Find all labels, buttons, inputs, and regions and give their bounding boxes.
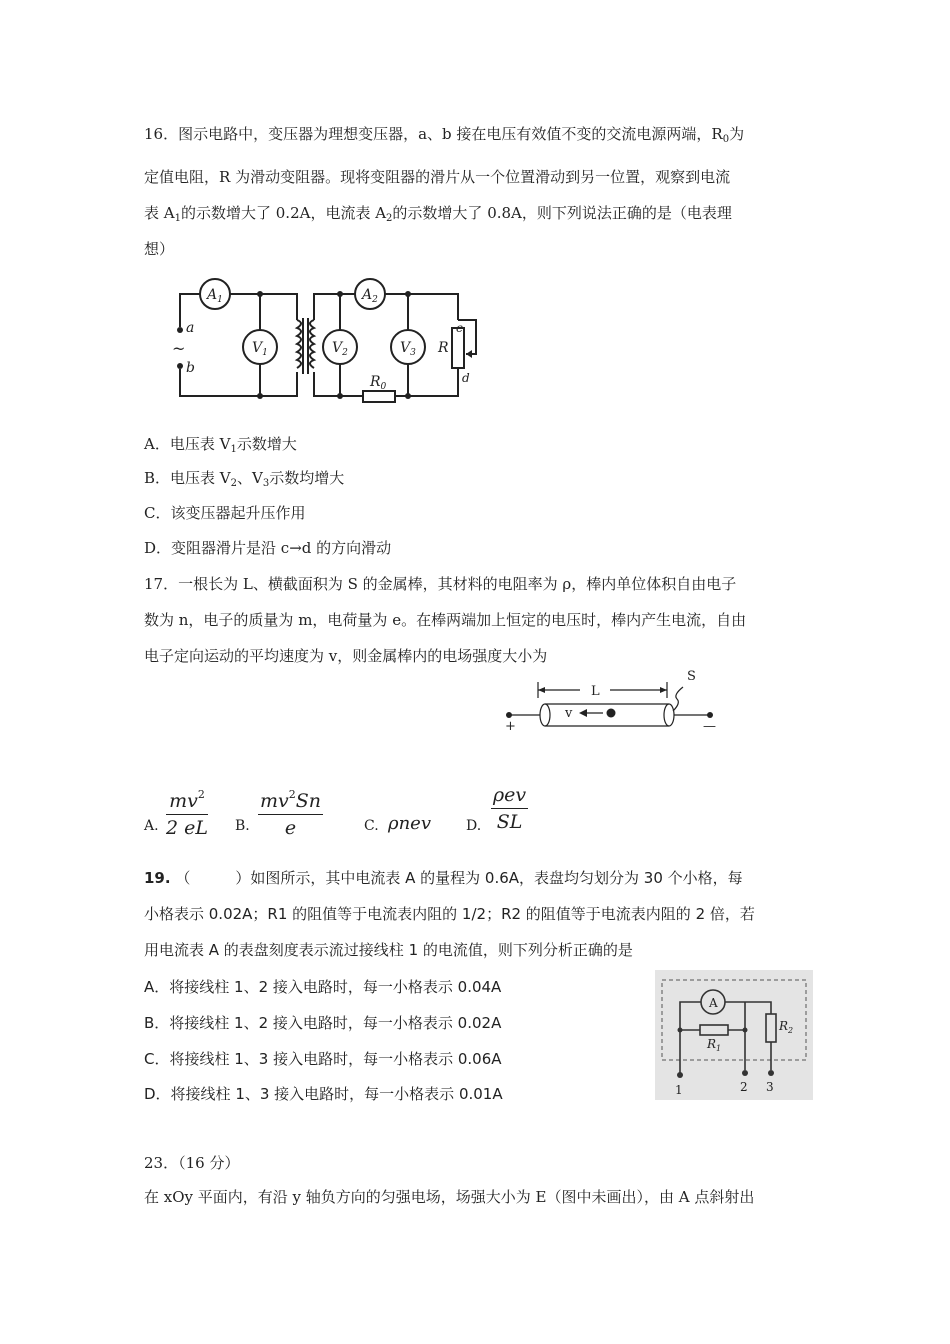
q16-option-c: C．该变压器起升压作用: [144, 504, 306, 522]
q16-option-d: D．变阻器滑片是沿 c→d 的方向滑动: [144, 539, 392, 557]
positive-terminal-label: +: [505, 719, 516, 734]
q16-option-a: A．电压表 $V_1$示数增大: [144, 435, 297, 455]
ammeter-shunt-circuit-figure: [655, 970, 813, 1100]
q19-ammeter-label: A: [709, 996, 718, 1010]
v3-label: $V_3$: [400, 340, 416, 358]
q16-line-3: 表 $A_1$的示数增大了 0.2A，电流表 $A_2$的示数增大了 0.8A，则下列说法正确的是（电表理: [144, 204, 732, 224]
a2-label: $A_2$: [362, 287, 378, 305]
negative-terminal-label: —: [703, 719, 716, 734]
ac-source-icon: ~: [172, 339, 186, 358]
q17-option-c-formula: ρnev: [388, 813, 431, 834]
r0-label: $R_0$: [370, 374, 387, 392]
velocity-v-label: v: [565, 706, 573, 721]
q17-option-c-label: C.: [364, 818, 379, 834]
q19-terminal-3-label: 3: [766, 1080, 774, 1094]
q17-option-d-label: D.: [466, 818, 482, 834]
transformer-circuit-diagram: [140, 272, 485, 412]
q19-line-3: 用电流表 A 的表盘刻度表示流过接线柱 1 的电流值，则下列分析正确的是: [144, 941, 633, 959]
area-s-label: S: [687, 669, 696, 684]
length-l-label: L: [591, 684, 600, 699]
resistor-r0-icon: [363, 391, 395, 402]
q19-terminal-1-label: 1: [675, 1083, 683, 1097]
q19-option-d: D．将接线柱 1、3 接入电路时，每一小格表示 0.01A: [144, 1085, 503, 1103]
q16-line-2: 定值电阻，R 为滑动变阻器。现将变阻器的滑片从一个位置滑动到另一位置，观察到电流: [144, 168, 731, 186]
q19-terminal-2-label: 2: [740, 1080, 748, 1094]
terminal-b-label: b: [186, 360, 195, 376]
q16-line-4: 想）: [144, 240, 175, 258]
q17-option-b-label: B.: [235, 818, 250, 834]
q23-line-1: 23．（16 分）: [144, 1154, 240, 1172]
q16-line-1: 16．图示电路中，变压器为理想变压器，a、b 接在电压有效值不变的交流电源两端，$R_0$为: [144, 125, 745, 145]
q17-line-3: 电子定向运动的平均速度为 v，则金属棒内的电场强度大小为: [144, 647, 548, 665]
q16-option-b: B．电压表 $V_2$、$V_3$示数均增大: [144, 469, 345, 489]
v2-label: $V_2$: [332, 340, 348, 358]
q19-option-a: A．将接线柱 1、2 接入电路时，每一小格表示 0.04A: [144, 978, 502, 996]
q19-line-2: 小格表示 0.02A；R1 的阻值等于电流表内阻的 1/2；R2 的阻值等于电流表内阻的 2 倍，若: [144, 905, 755, 923]
terminal-a-label: a: [186, 320, 195, 336]
a1-label: $A_1$: [207, 287, 223, 305]
q17-option-b-formula: $\frac{mv^2Sn}{e}$: [258, 783, 323, 841]
q23-line-2: 在 xOy 平面内，有沿 y 轴负方向的匀强电场，场强大小为 E（图中未画出），由 A 点斜射出: [144, 1188, 755, 1206]
q19-line-1: 19. （ ）如图所示，其中电流表 A 的量程为 0.6A，表盘均匀划分为 30 个小格，每: [144, 869, 743, 887]
v1-label: $V_1$: [252, 340, 268, 358]
q19-option-c: C．将接线柱 1、3 接入电路时，每一小格表示 0.06A: [144, 1050, 502, 1068]
q19-r2-label: $R_2$: [779, 1019, 794, 1035]
q17-option-a-formula: $\frac{mv^2}{2 eL}$: [166, 783, 208, 841]
slider-c-label: c: [456, 321, 463, 335]
slider-d-label: d: [462, 371, 470, 385]
q17-option-d-formula: ρev SL: [493, 784, 527, 833]
q19-option-b: B．将接线柱 1、2 接入电路时，每一小格表示 0.02A: [144, 1014, 502, 1032]
q17-line-1: 17．一根长为 L、横截面积为 S 的金属棒，其材料的电阻率为 ρ，棒内单位体积自由电子: [144, 575, 737, 593]
r-label: R: [438, 340, 449, 356]
q17-line-2: 数为 n，电子的质量为 m，电荷量为 e。在棒两端加上恒定的电压时，棒内产生电流，自由: [144, 611, 747, 629]
metal-rod-figure: [495, 664, 730, 744]
q17-option-a-label: A.: [144, 818, 159, 834]
q19-r1-label: $R_1$: [707, 1037, 722, 1053]
